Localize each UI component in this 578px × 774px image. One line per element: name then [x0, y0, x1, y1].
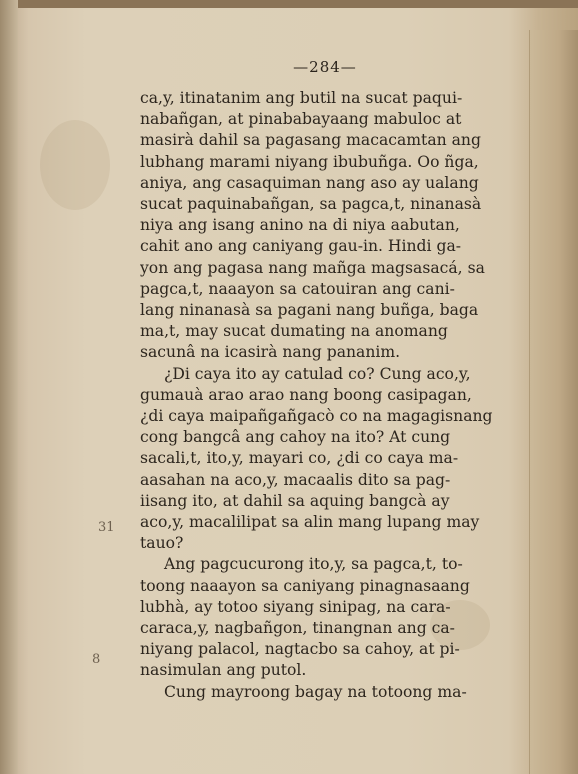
text-line: ¿Di caya ito ay catulad co? Cung aco,y,: [164, 364, 471, 383]
text-line: nasimulan ang putol.: [140, 661, 307, 680]
text-line: cong bangcâ ang cahoy na ito? At cung: [140, 428, 451, 447]
margin-mark-1: 31: [98, 520, 115, 535]
text-line: sacali,t, ito,y, mayari co, ¿di co caya ma-: [140, 449, 459, 468]
margin-mark-2: 8: [92, 652, 101, 667]
text-line: sacunâ na icasirà nang pananim.: [140, 343, 401, 362]
text-line: Cung mayroong bagay na totoong ma-: [164, 682, 467, 701]
text-line: aco,y, macalilipat sa alin mang lupang may: [140, 513, 480, 532]
text-page: [140, 58, 540, 758]
text-line: ma,t, may sucat dumating na anomang: [140, 322, 448, 341]
text-line: tauo?: [140, 534, 184, 553]
text-line: lubhang marami niyang ibubuñga. Oo ñga,: [140, 152, 479, 171]
text-line: aniya, ang casaquiman nang aso ay ualang: [140, 173, 479, 192]
text-line: masirà dahil sa pagasang macacamtan ang: [140, 131, 481, 150]
text-line: caraca,y, nagbañgon, tinangnan ang ca-: [140, 619, 455, 638]
text-line: lubhà, ay totoo siyang sinipag, na cara-: [140, 597, 451, 616]
text-line: iisang ito, at dahil sa aquing bangcà ay: [140, 491, 450, 510]
body-text: [140, 88, 540, 703]
text-line: ca,y, itinatanim ang butil na sucat paqui-: [140, 89, 463, 107]
page-number: —284—: [293, 58, 357, 76]
page-left-edge: [0, 0, 18, 774]
text-line: pagca,t, naaayon sa catouiran ang cani-: [140, 279, 455, 298]
paper-stain: [40, 120, 110, 210]
text-line: aasahan na aco,y, macaalis dito sa pag-: [140, 470, 451, 489]
text-line: yon ang pagasa nang mañga magsasacá, sa: [140, 258, 485, 277]
text-line: sucat paquinabañgan, sa pagca,t, ninanasà: [140, 195, 482, 214]
text-line: toong naaayon sa caniyang pinagnasaang: [140, 576, 470, 595]
text-line: gumauà arao arao nang boong casipagan,: [140, 385, 472, 404]
text-line: Ang pagcucurong ito,y, sa pagca,t, to-: [164, 555, 463, 574]
text-line: ¿di caya maipañgañgacò co na magagisnang: [140, 407, 493, 426]
text-line: lang ninanasà sa pagani nang buñga, baga: [140, 301, 479, 320]
text-line: nabañgan, at pinababayaang mabuloc at: [140, 110, 462, 129]
text-line: niyang palacol, nagtacbo sa cahoy, at pi-: [140, 640, 460, 659]
text-line: cahit ano ang caniyang gau-in. Hindi ga-: [140, 237, 462, 256]
text-line: niya ang isang anino na di niya aabutan,: [140, 216, 460, 235]
